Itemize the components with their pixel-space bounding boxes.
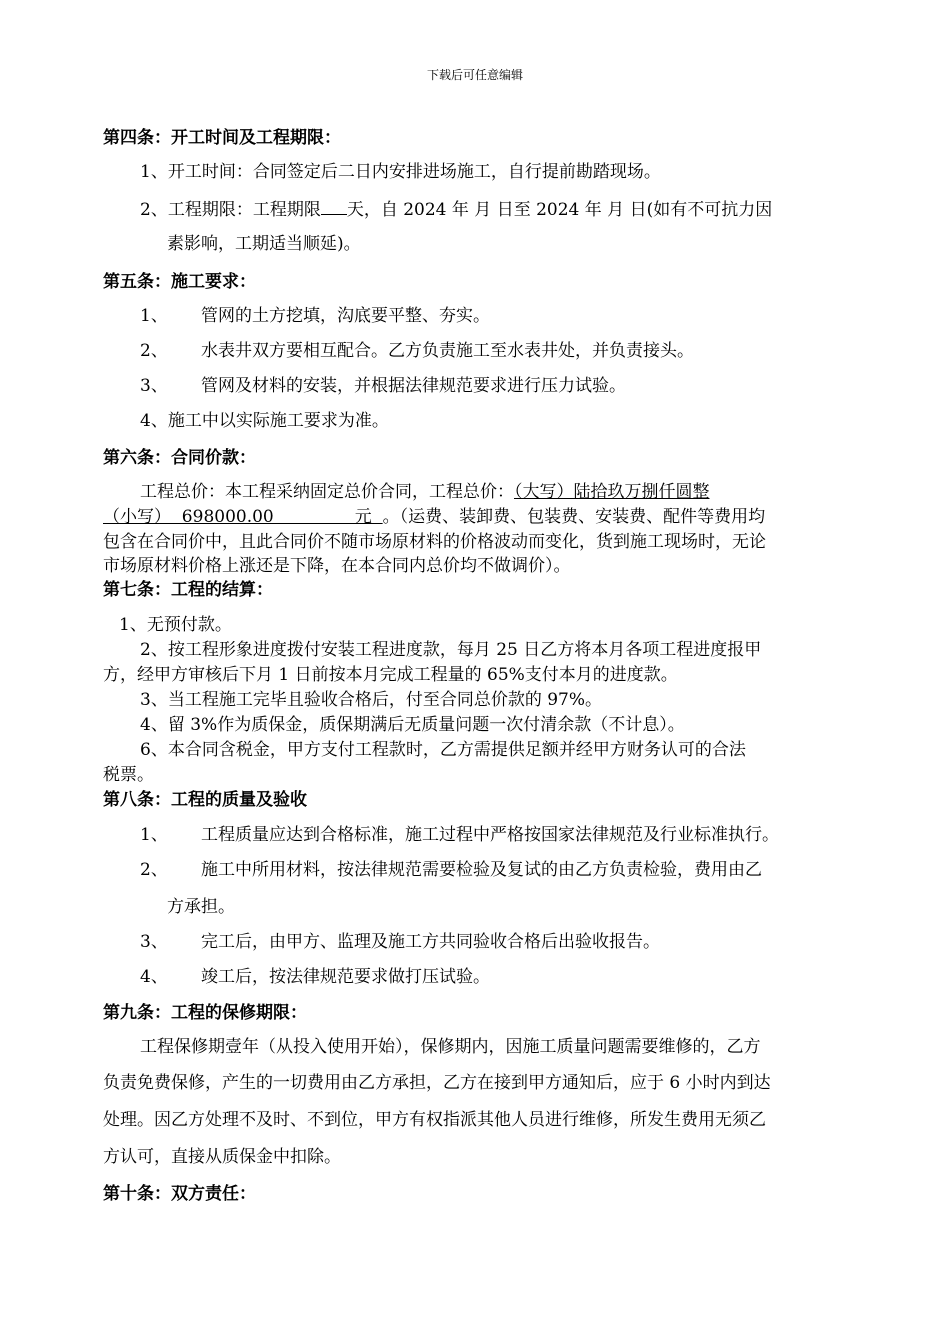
total-price-words: （大写）陆拾玖万捌仟圆整 [514,482,710,502]
article-9-line-4: 方认可，直接从质保金中扣除。 [103,1147,341,1167]
article-8-item-2-cont: 方承担。 [167,897,235,917]
article-5-item-2-num: 2、 [140,341,168,361]
article-7-line-2: 2、按工程形象进度拨付安装工程进度款，每月 25 日乙方将本月各项工程进度报甲 [140,640,762,660]
article-8-item-3-text: 完工后，由甲方、监理及施工方共同验收合格后出验收报告。 [201,932,660,952]
article-9-line-3: 处理。因乙方处理不及时、不到位，甲方有权指派其他人员进行维修，所发生费用无须乙 [103,1110,766,1130]
article-5-item-3-num: 3、 [140,376,168,396]
total-price-label: 工程总价：本工程采纳固定总价合同，工程总价： [140,482,514,502]
article-8-item-1-num: 1、 [140,825,168,845]
article-6-line-1 [140,482,710,502]
article-7-line-7: 税票。 [103,765,154,785]
article-7-line-4: 3、当工程施工完毕且验收合格后，付至合同总价款的 97%。 [140,690,603,710]
article-8-item-1-text: 工程质量应达到合格标准，施工过程中严格按国家法律规范及行业标准执行。 [201,825,779,845]
article-7-title: 第七条：工程的结算： [103,580,273,600]
article-5-item-2-text: 水表井双方要相互配合。乙方负责施工至水表井处，并负责接头。 [201,341,694,361]
article-8-item-3-num: 3、 [140,932,168,952]
article-9-line-2: 负责免费保修，产生的一切费用由乙方承担，乙方在接到甲方通知后，应于 6 小时内到达 [103,1073,771,1093]
article-5-item-3-text: 管网及材料的安装，并根据法律规范要求进行压力试验。 [201,376,626,396]
article-8-item-2-num: 2、 [140,860,168,880]
article-6-line-3: 包含在合同价中，且此合同价不随市场原材料的价格波动而变化，货到施工现场时，无论 [103,532,766,552]
header-note: 下载后可任意编辑 [426,68,523,82]
article-10-title: 第十条：双方责任： [103,1184,256,1204]
article-6-line-2-text: 。（运费、装卸费、包装费、安装费、配件等费用均 [382,507,766,527]
article-5-item-1-text: 管网的土方挖填，沟底要平整、夯实。 [201,306,490,326]
article-6-line-2 [103,507,765,527]
article-5-item-1-num: 1、 [140,306,168,326]
total-price-figures: （小写） 698000.00 元 [103,507,383,527]
days-blank [321,198,347,215]
article-9-title: 第九条：工程的保修期限： [103,1003,307,1023]
article-7-line-1: 1、无预付款。 [119,615,232,635]
article-7-line-5: 4、留 3%作为质保金，质保期满后无质量问题一次付清余款（不计息）。 [140,715,685,735]
article-8-item-2-text: 施工中所用材料，按法律规范需要检验及复试的由乙方负责检验，费用由乙 [201,860,762,880]
article-5-title: 第五条：施工要求： [103,272,256,292]
article-7-line-6: 6、本合同含税金，甲方支付工程款时，乙方需提供足额并经甲方财务认可的合法 [140,740,746,760]
article-5-item-4: 4、施工中以实际施工要求为准。 [140,411,389,431]
article-6-line-4: 市场原材料价格上涨还是下降，在本合同内总价均不做调价）。 [103,556,571,576]
article-8-title: 第八条：工程的质量及验收 [103,790,307,810]
article-4-item-2-end: 天，自 2024 年 月 日至 2024 年 月 日(如有不可抗力因 [346,200,773,220]
article-8-item-4-num: 4、 [140,967,168,987]
article-8-item-4-text: 竣工后，按法律规范要求做打压试验。 [201,967,490,987]
article-6-title: 第六条：合同价款： [103,448,256,468]
article-4-item-2 [140,198,772,220]
article-4-item-1: 1、开工时间：合同签定后二日内安排进场施工，自行提前勘踏现场。 [140,162,661,182]
article-4-title: 第四条：开工时间及工程期限： [103,128,341,148]
article-9-line-1: 工程保修期壹年（从投入使用开始），保修期内，因施工质量问题需要维修的，乙方 [140,1037,761,1057]
article-4-item-2-cont: 素影响，工期适当顺延)。 [167,234,361,254]
article-4-item-2-start: 2、工程期限：工程期限 [140,200,321,220]
article-7-line-3: 方，经甲方审核后下月 1 日前按本月完成工程量的 65%支付本月的进度款。 [103,665,678,685]
